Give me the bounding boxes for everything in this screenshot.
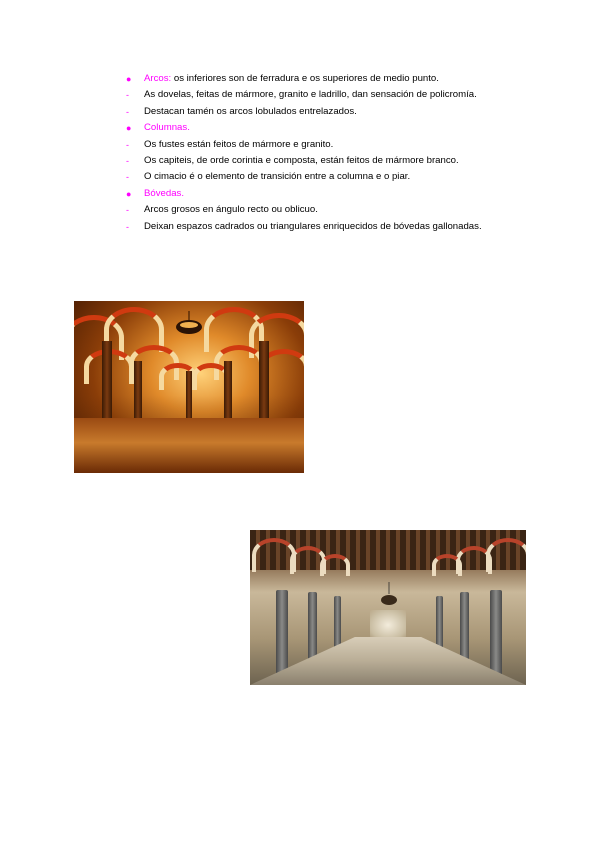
mosque-corridor-photo — [250, 530, 526, 685]
item-heading: Bóvedas. — [144, 187, 185, 199]
item-text: Os fustes están feitos de mármore e granito. — [144, 138, 334, 150]
list-item — [126, 87, 546, 103]
list-item — [126, 104, 546, 120]
mosque-hypostyle-hall-photo — [74, 301, 304, 473]
list-item — [126, 137, 546, 153]
item-text: Destacan tamén os arcos lobulados entrelazados. — [144, 105, 357, 117]
chandelier-icon — [174, 311, 204, 341]
floor-shape — [250, 637, 526, 685]
bullet-icon: ● — [126, 188, 132, 199]
arch-shape — [486, 538, 526, 572]
list-item — [126, 71, 546, 87]
item-text: O cimacio é o elemento de transición entre a columna e o piar. — [144, 171, 411, 183]
list-item — [126, 169, 546, 185]
list-item — [126, 202, 546, 218]
arch-shape — [432, 554, 462, 576]
item-text: Os capiteis, de orde corintia e composta, están feitos de mármore branco. — [144, 154, 459, 166]
item-text: As dovelas, feitas de mármore, granito e ladrillo, dan sensación de policromía. — [144, 89, 477, 101]
bullet-list — [126, 71, 546, 235]
item-text: Deixan espazos cadrados ou triangulares enriquecidos de bóvedas gallonadas. — [144, 220, 482, 232]
floor-shape — [74, 418, 304, 473]
lamp-icon — [380, 582, 398, 608]
bullet-icon: ● — [126, 123, 132, 134]
list-item — [126, 219, 546, 235]
dash-icon: - — [126, 221, 129, 232]
list-item — [126, 186, 546, 202]
item-heading: Arcos: — [144, 73, 172, 84]
list-item — [126, 153, 546, 169]
item-heading: Columnas. — [144, 122, 190, 134]
vanishing-light-shape — [370, 610, 406, 640]
dash-icon: - — [126, 205, 129, 216]
item-text: os inferiores son de ferradura e os superiores de medio punto. — [171, 73, 439, 84]
item-text: Arcos grosos en ángulo recto ou oblicuo. — [144, 204, 318, 216]
dash-icon: - — [126, 155, 129, 166]
dash-icon: - — [126, 90, 129, 101]
dash-icon: - — [126, 139, 129, 150]
dash-icon: - — [126, 106, 129, 117]
list-item — [126, 120, 546, 136]
dash-icon: - — [126, 172, 129, 183]
arch-shape — [320, 554, 350, 576]
bullet-icon: ● — [126, 74, 132, 84]
